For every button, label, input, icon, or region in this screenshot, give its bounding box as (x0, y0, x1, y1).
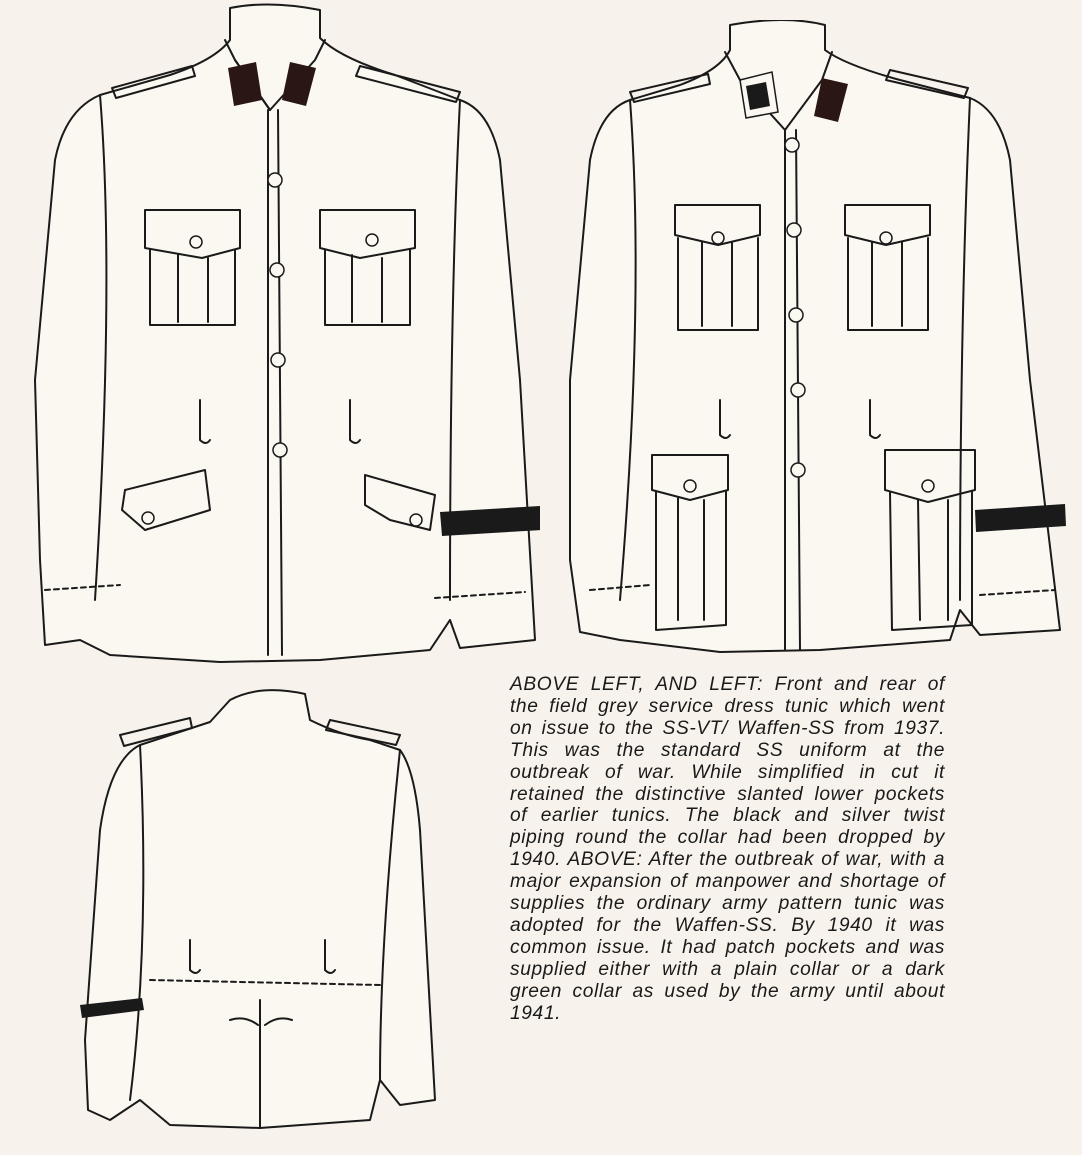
tunic-front-right-drawing (560, 20, 1070, 660)
tunic-front-patch-pockets-illustration (560, 20, 1070, 660)
tunic-rear-drawing (80, 680, 460, 1140)
collar-patch-runes-icon (228, 62, 262, 106)
caption-text (510, 674, 945, 1025)
tunic-rear-illustration (80, 680, 460, 1140)
caption-paragraph: ABOVE LEFT, AND LEFT: Front and rear of the field grey service dress tunic which went on issue to the SS-VT/ Waffen-SS from 1937. This was the standard SS uniform at the outbreak of war. While simplified in cut it retained the distinctive slanted lower pockets of earlier tunics. The black and silver twist piping round the collar had been dropped by 1940. ABOVE: After the outbreak of war, with a major expansion of manpower and shortage of supplies the ordinary army pattern tunic was adopted for the Waffen-SS. By 1940 it was common issue. It had patch pockets and was supplied either with a plain collar or a dark green collar as used by the army until about 1941. (510, 674, 945, 1024)
tunic-front-left-drawing (20, 0, 540, 665)
tunic-front-slanted-pockets-illustration (20, 0, 540, 665)
collar-patch-runes-icon (746, 82, 770, 110)
